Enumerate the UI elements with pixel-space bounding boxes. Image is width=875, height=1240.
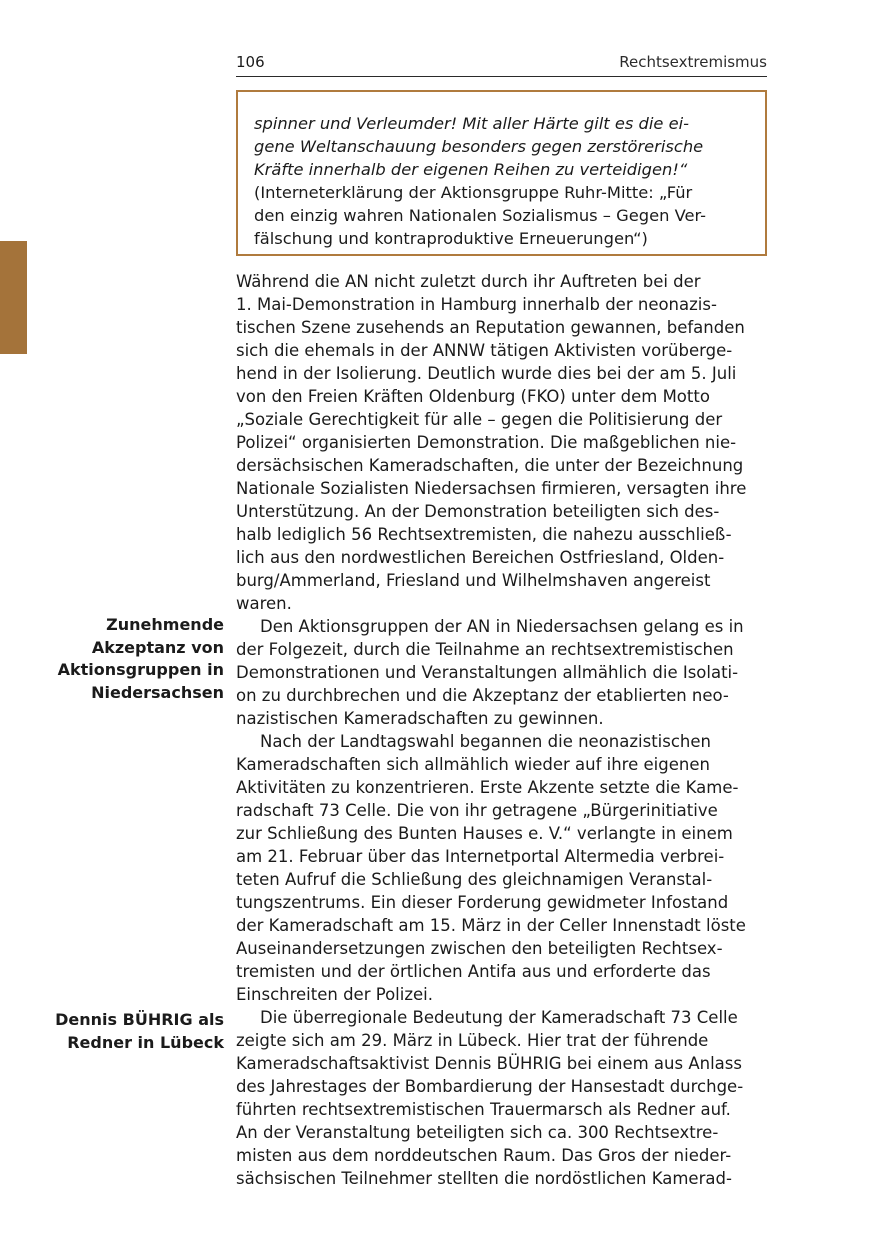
margin-note-line: Niedersachsen bbox=[91, 682, 224, 702]
page-number: 106 bbox=[236, 53, 265, 71]
body-line: „Soziale Gerechtigkeit für alle – gegen die Politisierung der bbox=[236, 410, 723, 429]
body-line: des Jahrestages der Bombardierung der Hansestadt durchge- bbox=[236, 1077, 744, 1096]
quote-line: gene Weltanschauung besonders gegen zerstörerische bbox=[254, 137, 704, 156]
margin-note-line: Zunehmende bbox=[106, 615, 224, 634]
body-line: An der Veranstaltung beteiligten sich ca. 300 Rechtsextre- bbox=[236, 1123, 719, 1142]
quote-source-line: den einzig wahren Nationalen Sozialismus – Gegen Ver- bbox=[254, 206, 707, 225]
body-line: von den Freien Kräften Oldenburg (FKO) unter dem Motto bbox=[236, 387, 710, 406]
body-line: Aktivitäten zu konzentrieren. Erste Akzente setzte die Kame- bbox=[236, 778, 739, 797]
body-line: Kameradschaftsaktivist Dennis BÜHRIG bei einem aus Anlass bbox=[236, 1054, 742, 1073]
margin-note-line: Redner in Lübeck bbox=[67, 1032, 224, 1052]
body-line: 1. Mai-Demonstration in Hamburg innerhalb der neonazis- bbox=[236, 295, 717, 314]
body-line: Unterstützung. An der Demonstration beteiligten sich des- bbox=[236, 502, 720, 521]
quote-line: spinner und Verleumder! Mit aller Härte gilt es die ei- bbox=[254, 114, 689, 133]
body-line: am 21. Februar über das Internetportal Altermedia verbrei- bbox=[236, 847, 725, 866]
body-line: Auseinandersetzungen zwischen den beteiligten Rechtsex- bbox=[236, 939, 723, 958]
body-line: Während die AN nicht zuletzt durch ihr Auftreten bei der bbox=[236, 272, 701, 291]
body-line: halb lediglich 56 Rechtsextremisten, die nahezu ausschließ- bbox=[236, 525, 732, 544]
margin-note-line: Akzeptanz von bbox=[91, 637, 224, 657]
body-line: teten Aufruf die Schließung des gleichnamigen Veranstal- bbox=[236, 870, 713, 889]
quote-source-line: fälschung und kontraproduktive Erneuerungen“) bbox=[254, 229, 648, 248]
quote-box bbox=[236, 90, 767, 256]
body-line: zeigte sich am 29. März in Lübeck. Hier trat der führende bbox=[236, 1031, 709, 1050]
body-line: sächsischen Teilnehmer stellten die nordöstlichen Kamerad- bbox=[236, 1169, 732, 1188]
body-line: der Kameradschaft am 15. März in der Celler Innenstadt löste bbox=[236, 916, 746, 935]
quote-source-line: (Interneterklärung der Aktionsgruppe Ruhr-Mitte: „Für bbox=[254, 183, 693, 202]
body-line: waren. bbox=[236, 594, 292, 613]
body-line: misten aus dem norddeutschen Raum. Das Gros der nieder- bbox=[236, 1146, 732, 1165]
body-line: der Folgezeit, durch die Teilnahme an rechtsextremistischen bbox=[236, 640, 734, 659]
body-line: Kameradschaften sich allmählich wieder auf ihre eigenen bbox=[236, 755, 710, 774]
body-line: dersächsischen Kameradschaften, die unter der Bezeichnung bbox=[236, 456, 744, 475]
body-line: führten rechtsextremistischen Trauermarsch als Redner auf. bbox=[236, 1100, 731, 1119]
body-line: on zu durchbrechen und die Akzeptanz der etablierten neo- bbox=[236, 686, 729, 705]
body-line: Die überregionale Bedeutung der Kameradschaft 73 Celle bbox=[260, 1008, 738, 1027]
body-line: Nach der Landtagswahl begannen die neonazistischen bbox=[260, 732, 711, 751]
body-line: zur Schließung des Bunten Hauses e. V.“ verlangte in einem bbox=[236, 824, 733, 843]
running-head: Rechtsextremismus bbox=[619, 53, 767, 71]
body-text bbox=[236, 270, 767, 1190]
body-line: Polizei“ organisierten Demonstration. Die maßgeblichen nie- bbox=[236, 433, 737, 452]
body-line: hend in der Isolierung. Deutlich wurde dies bei der am 5. Juli bbox=[236, 364, 737, 383]
body-line: Demonstrationen und Veranstaltungen allmählich die Isolati- bbox=[236, 663, 739, 682]
body-line: tischen Szene zusehends an Reputation gewannen, befanden bbox=[236, 318, 745, 337]
body-line: Einschreiten der Polizei. bbox=[236, 985, 433, 1004]
body-line: tungszentrums. Ein dieser Forderung gewidmeter Infostand bbox=[236, 893, 729, 912]
page-header bbox=[236, 50, 767, 77]
margin-note-akzeptanz bbox=[24, 614, 224, 704]
quote-line: Kräfte innerhalb der eigenen Reihen zu verteidigen!“ bbox=[254, 160, 688, 179]
body-line: tremisten und der örtlichen Antifa aus und erforderte das bbox=[236, 962, 711, 981]
body-line: nazistischen Kameradschaften zu gewinnen. bbox=[236, 709, 604, 728]
body-line: radschaft 73 Celle. Die von ihr getragene „Bürgerinitiative bbox=[236, 801, 718, 820]
margin-note-buehrig bbox=[24, 1009, 224, 1054]
body-line: Nationale Sozialisten Niedersachsen firmieren, versagten ihre bbox=[236, 479, 747, 498]
chapter-tab bbox=[0, 241, 27, 354]
body-line: lich aus den nordwestlichen Bereichen Ostfriesland, Olden- bbox=[236, 548, 725, 567]
body-line: Den Aktionsgruppen der AN in Niedersachsen gelang es in bbox=[260, 617, 744, 636]
body-line: burg/Ammerland, Friesland und Wilhelmshaven angereist bbox=[236, 571, 711, 590]
body-line: sich die ehemals in der ANNW tätigen Aktivisten vorüberge- bbox=[236, 341, 733, 360]
margin-note-line: Dennis BÜHRIG als bbox=[55, 1010, 224, 1029]
margin-note-line: Aktionsgruppen in bbox=[57, 660, 224, 680]
